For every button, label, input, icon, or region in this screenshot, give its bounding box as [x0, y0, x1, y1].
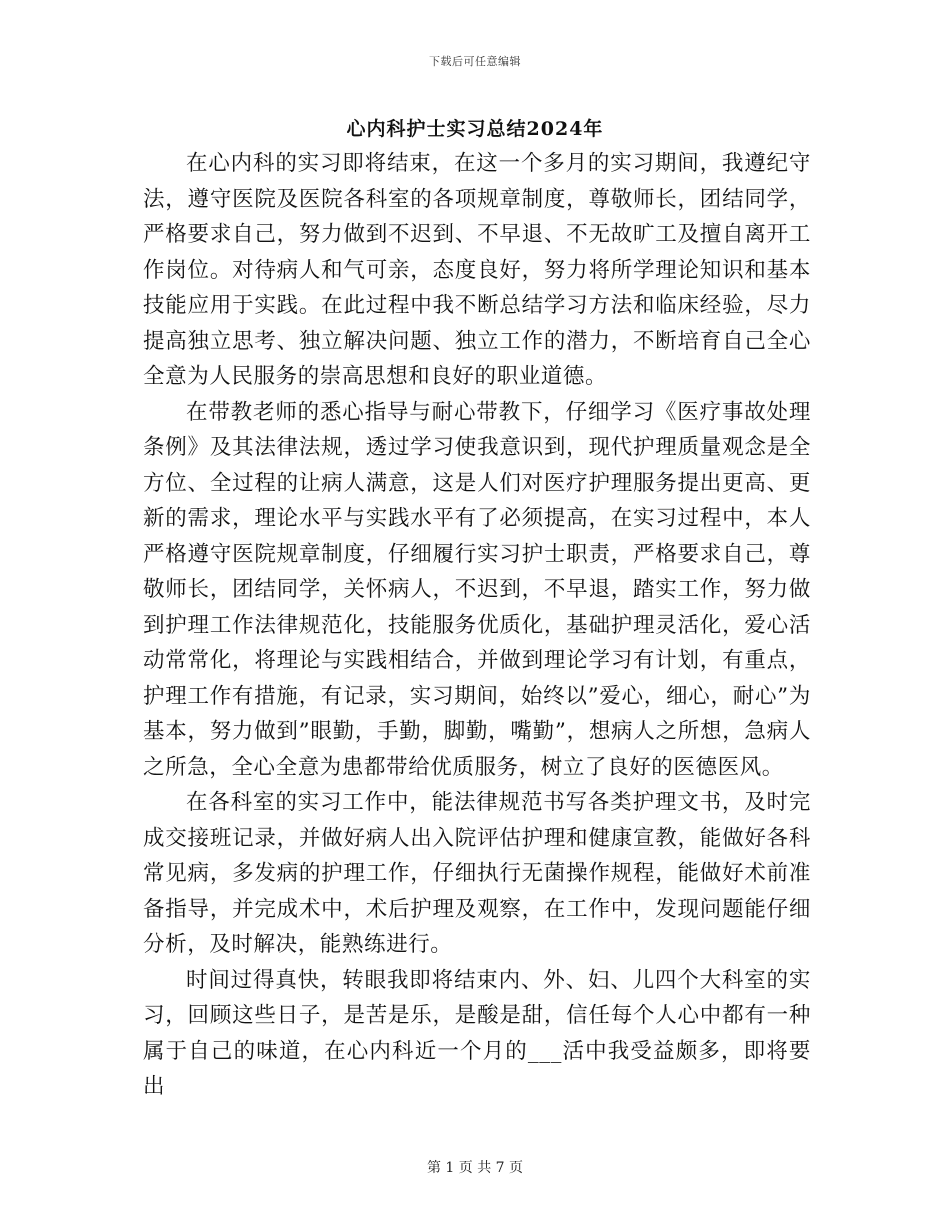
paragraph-3: 在各科室的实习工作中，能法律规范书写各类护理文书，及时完成交接班记录，并做好病人出入院评估护理和健康宣教，能做好各科常见病，多发病的护理工作，仔细执行无菌操作规程，能做好术前准备指导，并完成术中，术后护理及观察，在工作中，发现问题能仔细分析，及时解决，能熟练进行。	[143, 790, 811, 957]
paragraph-1: 在心内科的实习即将结束，在这一个多月的实习期间，我遵纪守法，遵守医院及医院各科室的各项规章制度，尊敬师长，团结同学，严格要求自己，努力做到不迟到、不早退、不无故旷工及擅自离开工作岗位。对待病人和气可亲，态度良好，努力将所学理论知识和基本技能应用于实践。在此过程中我不断总结学习方法和临床经验，尽力提高独立思考、独立解决问题、独立工作的潜力，不断培育自己全心全意为人民服务的崇高思想和良好的职业道德。	[143, 151, 811, 389]
paragraph-2: 在带教老师的悉心指导与耐心带教下，仔细学习《医疗事故处理条例》及其法律法规，透过学习使我意识到，现代护理质量观念是全方位、全过程的让病人满意，这是人们对医疗护理服务提出更高、更新的需求，理论水平与实践水平有了必须提高，在实习过程中，本人严格遵守医院规章制度，仔细履行实习护士职责，严格要求自己，尊敬师长，团结同学，关怀病人，不迟到，不早退，踏实工作，努力做到护理工作法律规范化，技能服务优质化，基础护理灵活化，爱心活动常常化，将理论与实践相结合，并做到理论学习有计划，有重点，护理工作有措施，有记录，实习期间，始终以”爱心，细心，耐心”为基本，努力做到”眼勤，手勤，脚勤，嘴勤”，想病人之所想，急病人之所急，全心全意为患都带给优质服务，树立了良好的医德医风。	[143, 399, 811, 780]
document-title: 心内科护士实习总结2024年	[346, 118, 604, 140]
document-body	[143, 146, 811, 1105]
header-note: 下载后可任意编辑	[429, 55, 521, 68]
page-number-footer: 第 1 页 共 7 页	[426, 1160, 524, 1176]
paragraph-4: 时间过得真快，转眼我即将结束内、外、妇、儿四个大科室的实习，回顾这些日子，是苦是乐，是酸是甜，信任每个人心中都有一种属于自己的味道，在心内科近一个月的___活中我受益颇多，即将要出	[143, 967, 811, 1099]
